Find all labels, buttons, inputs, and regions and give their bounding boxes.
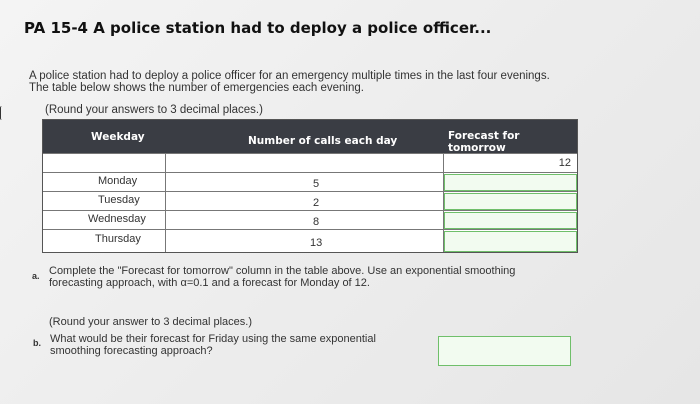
header-forecast-line-1: Forecast for tomorrow	[448, 130, 520, 154]
header-calls: Number of calls each day	[248, 135, 398, 147]
forecast-input-tuesday[interactable]	[444, 193, 577, 210]
round-instruction-2: (Round your answer to 3 decimal places.)	[49, 316, 252, 328]
row-day: Wednesday	[88, 213, 146, 225]
intro-line-1: A police station had to deploy a police officer for an emergency multiple times in the last four evenings.	[29, 70, 550, 82]
part-a-question	[49, 265, 515, 289]
initial-forecast-value: 12	[558, 157, 571, 169]
forecast-table	[42, 119, 578, 253]
part-b-question	[50, 333, 376, 357]
row-day: Monday	[98, 175, 138, 187]
row-day: Thursday	[95, 233, 141, 245]
header-weekday: Weekday	[91, 131, 145, 143]
friday-forecast-input[interactable]	[438, 336, 571, 366]
row-calls: 13	[310, 237, 323, 249]
part-b-line-1: What would be their forecast for Friday using the same exponential	[50, 333, 376, 345]
round-instruction-1: (Round your answers to 3 decimal places.)	[45, 104, 263, 116]
part-a-line-1: Complete the "Forecast for tomorrow" column in the table above. Use an exponential smoothing	[49, 265, 516, 277]
row-calls: 8	[313, 216, 320, 228]
part-b-label: b.	[33, 338, 41, 348]
scroll-edge-marker	[0, 106, 4, 120]
forecast-input-thursday[interactable]	[444, 231, 577, 252]
part-b-line-2: smoothing forecasting approach?	[50, 345, 213, 357]
table-row-initial	[43, 153, 577, 172]
intro-line-2: The table below shows the number of emergencies each evening.	[29, 82, 364, 94]
forecast-input-wednesday[interactable]	[444, 212, 577, 229]
problem-intro	[29, 70, 550, 94]
row-calls: 2	[313, 197, 320, 209]
header-forecast-line-2: (calls)	[448, 156, 485, 168]
part-a-label: a.	[32, 271, 40, 281]
forecast-input-monday[interactable]	[444, 174, 577, 191]
part-a-line-2: forecasting approach, with α=0.1 and a forecast for Monday of 12.	[49, 277, 370, 289]
row-day: Tuesday	[98, 194, 140, 206]
problem-title: PA 15-4 A police station had to deploy a police officer...	[24, 19, 492, 37]
row-calls: 5	[313, 178, 320, 190]
